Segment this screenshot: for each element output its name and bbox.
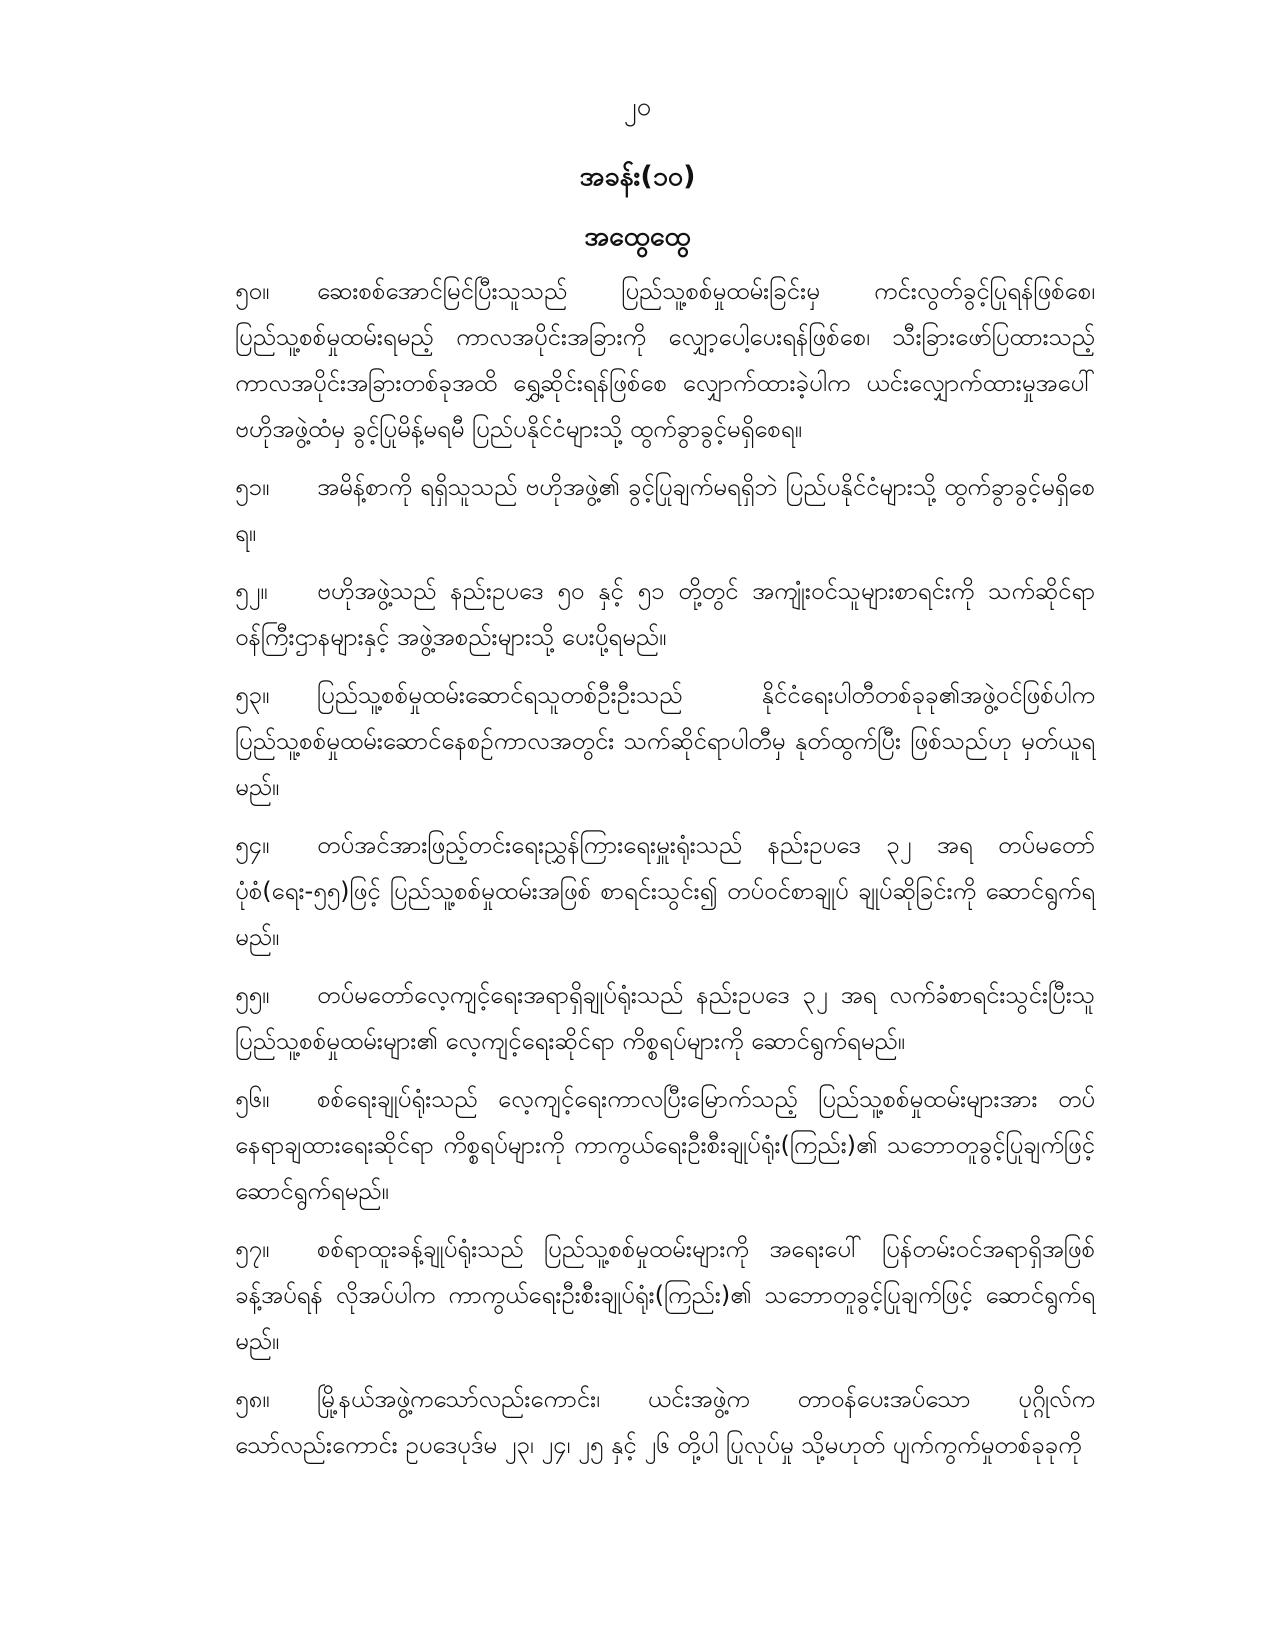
- chapter-subtitle: အထွေထွေ: [584, 221, 691, 252]
- paragraph-number: ၅၆။: [235, 1085, 270, 1113]
- paragraph-58: [235, 1376, 1095, 1468]
- paragraph-text: ဗဟိုအဖွဲ့သည် နည်းဥပဒေ ၅၀ နှင့် ၅၁ တို့တွင် အကျုံးဝင်သူများစာရင်းကို သက်ဆိုင်ရာ ဝန်ကြီးဌာနများနှင့် အဖွဲ့အစည်းများသို့ ပေးပို့ရမည်။: [235, 577, 1095, 651]
- page-number: ၂၀: [623, 92, 652, 122]
- paragraph-54: [235, 822, 1095, 960]
- chapter-title: အခန်း(၁၀): [579, 161, 696, 192]
- paragraph-text: တပ်အင်အားဖြည့်တင်းရေးညွှန်ကြားရေးမှူးရုံးသည် နည်းဥပဒေ ၃၂ အရ တပ်မတော်ပုံစံ(ရေး-၅၅)ဖြင့် ပြည်သူ့စစ်မှုထမ်းအဖြစ် စာရင်းသွင်း၍ တပ်ဝင်စာချုပ် ချုပ်ဆိုခြင်းကို ဆောင်ရွက်ရမည်။: [235, 831, 1095, 951]
- paragraph-text: တပ်မတော်လေ့ကျင့်ရေးအရာရှိချုပ်ရုံးသည် နည်းဥပဒေ ၃၂ အရ လက်ခံစာရင်းသွင်းပြီးသူ ပြည်သူ့စစ်မှုထမ်းများ၏ လေ့ကျင့်ရေးဆိုင်ရာ ကိစ္စရပ်များကို ဆောင်ရွက်ရမည်။: [235, 981, 1095, 1055]
- paragraph-56: [235, 1076, 1095, 1214]
- paragraph-51: [235, 464, 1095, 556]
- paragraph-number: ၅၇။: [235, 1235, 270, 1263]
- document-body: [235, 268, 1095, 1480]
- paragraph-55: [235, 972, 1095, 1064]
- paragraph-53: [235, 672, 1095, 810]
- paragraph-52: [235, 568, 1095, 660]
- paragraph-50: [235, 268, 1095, 452]
- paragraph-text: ပြည်သူ့စစ်မှုထမ်းဆောင်ရသူတစ်ဦးဦးသည် နိုင်ငံရေးပါတီတစ်ခုခု၏အဖွဲ့ဝင်ဖြစ်ပါက ပြည်သူ့စစ်မှုထမ်းဆောင်နေစဉ်ကာလအတွင်း သက်ဆိုင်ရာပါတီမှ နုတ်ထွက်ပြီး ဖြစ်သည်ဟု မှတ်ယူရမည်။: [235, 681, 1095, 801]
- paragraph-number: ၅၅။: [235, 981, 270, 1009]
- paragraph-57: [235, 1226, 1095, 1364]
- paragraph-text: မြို့နယ်အဖွဲ့ကသော်လည်းကောင်း၊ ယင်းအဖွဲ့က တာဝန်ပေးအပ်သော ပုဂ္ဂိုလ်ကသော်လည်းကောင်း ဥပဒေပုဒ်မ ၂၃၊ ၂၄၊ ၂၅ နှင့် ၂၆ တို့ပါ ပြုလုပ်မှု သို့မဟုတ် ပျက်ကွက်မှုတစ်ခုခုကို: [235, 1385, 1095, 1459]
- paragraph-number: ၅၃။: [235, 681, 270, 709]
- paragraph-number: ၅၈။: [235, 1385, 270, 1413]
- paragraph-number: ၅၂။: [235, 577, 268, 605]
- paragraph-number: ၅၁။: [235, 473, 270, 501]
- paragraph-text: အမိန့်စာကို ရရှိသူသည် ဗဟိုအဖွဲ့၏ ခွင့်ပြုချက်မရရှိဘဲ ပြည်ပနိုင်ငံများသို့ ထွက်ခွာခွင့်မရှိစေရ။: [235, 473, 1095, 547]
- paragraph-text: စစ်ရာထူးခန့်ချုပ်ရုံးသည် ပြည်သူ့စစ်မှုထမ်းများကို အရေးပေါ် ပြန်တမ်းဝင်အရာရှိအဖြစ် ခန့်အပ်ရန် လိုအပ်ပါက ကာကွယ်ရေးဦးစီးချုပ်ရုံး(ကြည်း)၏ သဘောတူခွင့်ပြုချက်ဖြင့် ဆောင်ရွက်ရမည်။: [235, 1235, 1095, 1355]
- paragraph-text: စစ်ရေးချုပ်ရုံးသည် လေ့ကျင့်ရေးကာလပြီးမြောက်သည့် ပြည်သူ့စစ်မှုထမ်းများအား တပ်နေရာချထားရေးဆိုင်ရာ ကိစ္စရပ်များကို ကာကွယ်ရေးဦးစီးချုပ်ရုံး(ကြည်း)၏ သဘောတူခွင့်ပြုချက်ဖြင့် ဆောင်ရွက်ရမည်။: [235, 1085, 1095, 1205]
- paragraph-number: ၅၄။: [235, 831, 270, 859]
- paragraph-number: ၅၀။: [235, 277, 270, 305]
- paragraph-text: ဆေးစစ်အောင်မြင်ပြီးသူသည် ပြည်သူ့စစ်မှုထမ်းခြင်းမှ ကင်းလွတ်ခွင့်ပြုရန်ဖြစ်စေ၊ ပြည်သူ့စစ်မှုထမ်းရမည့် ကာလအပိုင်းအခြားကို လျှော့ပေါ့ပေးရန်ဖြစ်စေ၊ သီးခြားဖော်ပြထားသည့် ကာလအပိုင်းအခြားတစ်ခုအထိ ရွှေ့ဆိုင်းရန်ဖြစ်စေ လျှောက်ထားခဲ့ပါက ယင်းလျှောက်ထားမှုအပေါ် ဗဟိုအဖွဲ့ထံမှ ခွင့်ပြုမိန့်မရမီ ပြည်ပနိုင်ငံများသို့ ထွက်ခွာခွင့်မရှိစေရ။: [235, 277, 1095, 443]
